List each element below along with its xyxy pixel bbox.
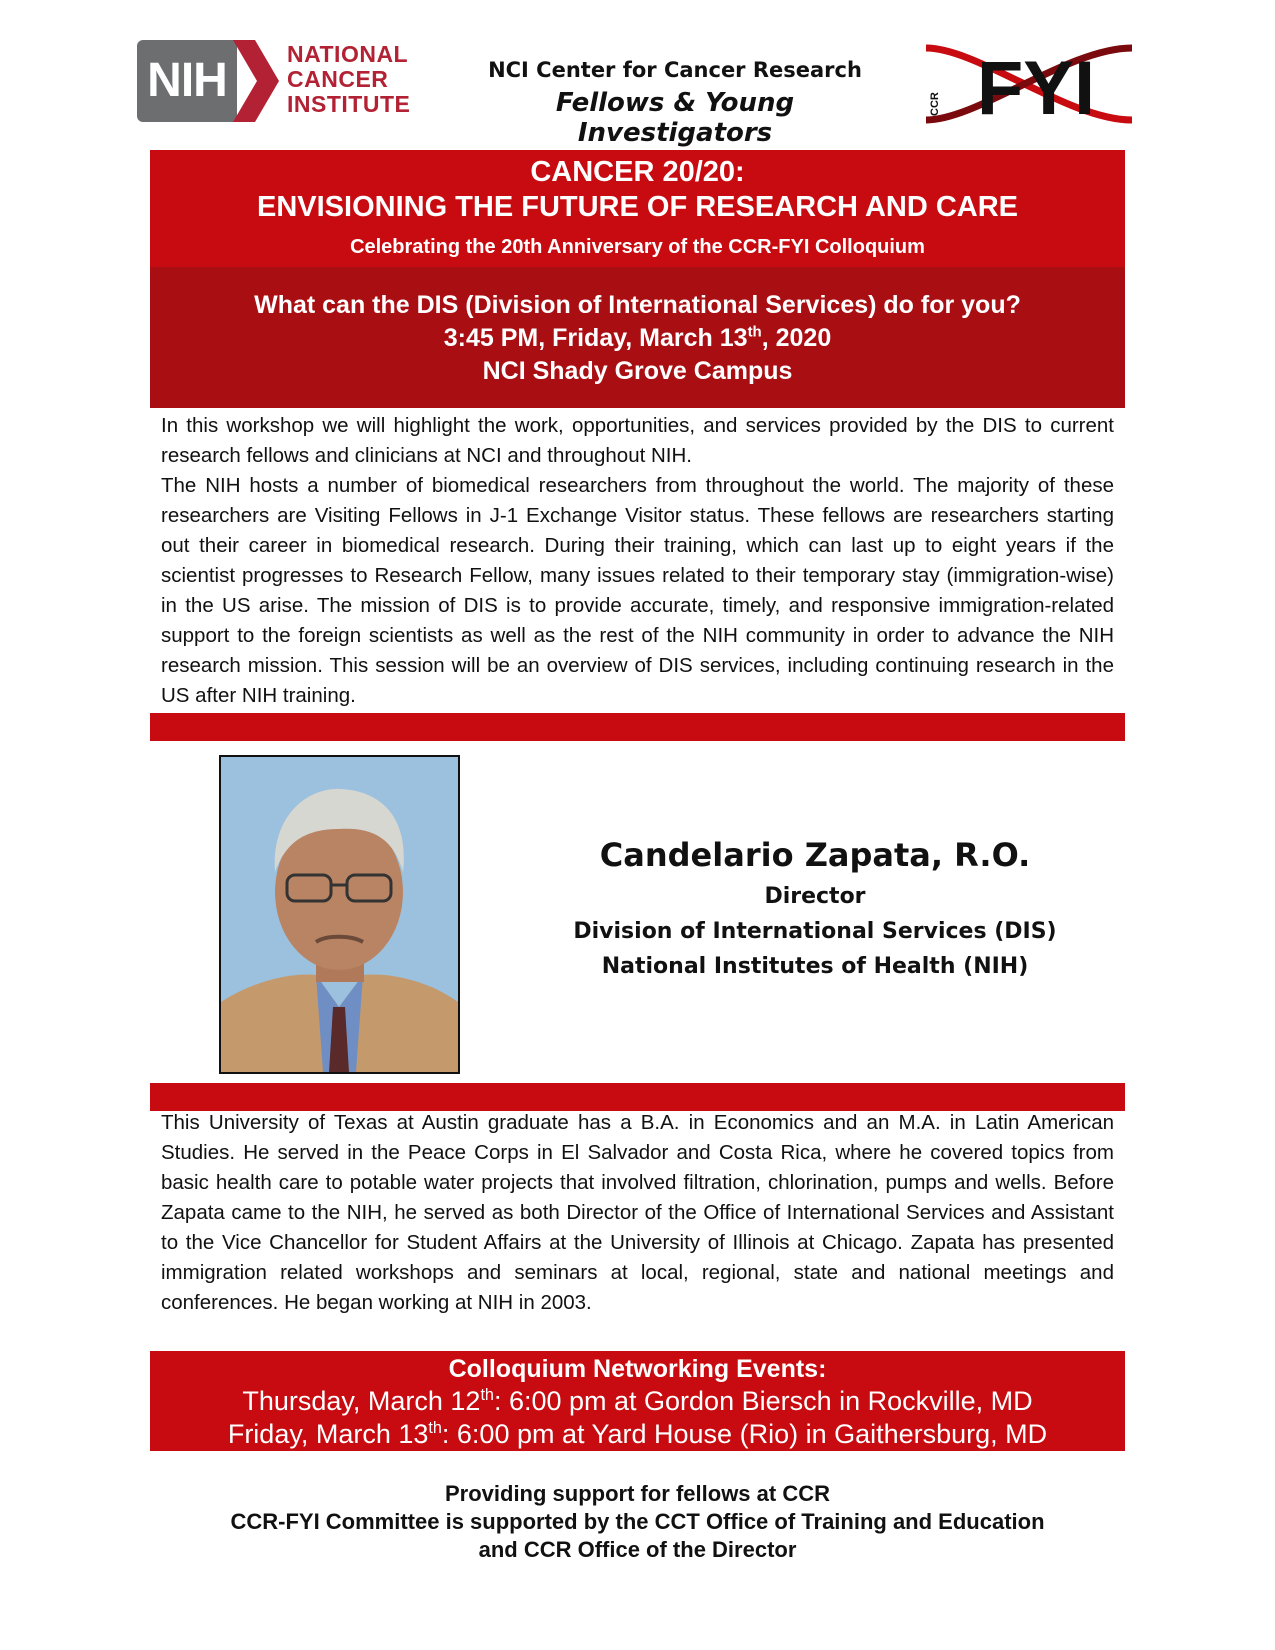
red-divider bbox=[150, 713, 1125, 741]
speaker-bio: This University of Texas at Austin graduate has a B.A. in Economics and an M.A. in Latin American Studies. He served in the Peace Corps in El Salvador and Costa Rica, where he covered topics from basic health care to potable water projects that involved filtration, chlorination, pumps and wells. Before Zapata came to the NIH, he served as both Director of the Office of International Services and Assistant to the Vice Chancellor for Student Affairs at the University of Illinois at Chicago. Zapata has presented immigration related workshops and seminars at local, regional, state and national meetings and conferences. He began working at NIH in 2003. bbox=[161, 1111, 1114, 1314]
ccr-fyi-title: NCI Center for Cancer Research Fellows & Young Investigators bbox=[488, 58, 862, 148]
speaker-division: Division of International Services (DIS) bbox=[573, 919, 1057, 944]
networking-banner bbox=[150, 1351, 1125, 1451]
footer bbox=[150, 1480, 1125, 1564]
nih-chevron-icon bbox=[233, 40, 283, 122]
intro-paragraph: In this workshop we will highlight the work, opportunities, and services provided by the DIS to current research fellows and clinicians at NCI and throughout NIH. bbox=[161, 414, 1114, 467]
speaker-photo bbox=[219, 755, 460, 1074]
ccr-fyi-logo bbox=[918, 38, 1140, 130]
event-topic: What can the DIS (Division of International Services) do for you? bbox=[254, 291, 1021, 319]
intro-paragraph: The NIH hosts a number of biomedical researchers from throughout the world. The majority of these researchers are Visiting Fellows in J-1 Exchange Visitor status. These fellows are researchers starting out their career in biomedical research. During their training, which can last up to eight years if the scientist progresses to Research Fellow, many issues related to their temporary stay (immigration-wise) in the US arise. The mission of DIS is to provide accurate, timely, and responsive immigration-related support to the foreign scientists as well as the rest of the NIH community in order to advance the NIH research mission. This session will be an overview of DIS services, including continuing research in the US after NIH training. bbox=[161, 474, 1114, 707]
fyi-wordmark: FYI bbox=[976, 46, 1096, 130]
networking-event-1: Thursday, March 12th: 6:00 pm at Gordon Biersch in Rockville, MD bbox=[242, 1386, 1033, 1416]
speaker-name: Candelario Zapata, R.O. bbox=[599, 836, 1031, 874]
workshop-description bbox=[161, 411, 1114, 711]
svg-text:CCR: CCR bbox=[929, 92, 941, 116]
title-banner bbox=[150, 150, 1125, 267]
footer-line: and CCR Office of the Director bbox=[478, 1537, 797, 1562]
nih-nci-logo bbox=[137, 38, 417, 124]
banner-subtitle: Celebrating the 20th Anniversary of the CCR-FYI Colloquium bbox=[350, 236, 925, 258]
nci-wordmark: NATIONAL CANCER INSTITUTE bbox=[287, 41, 411, 117]
speaker-info bbox=[560, 836, 1070, 979]
event-location: NCI Shady Grove Campus bbox=[482, 357, 793, 385]
nih-logo-box: NIH bbox=[137, 40, 237, 122]
networking-event-2: Friday, March 13th: 6:00 pm at Yard House (Rio) in Gaithersburg, MD bbox=[227, 1419, 1048, 1449]
footer-line: CCR-FYI Committee is supported by the CCT Office of Training and Education bbox=[230, 1509, 1045, 1534]
footer-line: Providing support for fellows at CCR bbox=[444, 1481, 830, 1506]
red-divider bbox=[150, 1083, 1125, 1111]
speaker-institute: National Institutes of Health (NIH) bbox=[601, 954, 1029, 979]
banner-title-line2: ENVISIONING THE FUTURE OF RESEARCH AND CARE bbox=[256, 191, 1019, 223]
speaker-title: Director bbox=[764, 884, 866, 909]
networking-heading: Colloquium Networking Events: bbox=[448, 1355, 827, 1383]
event-banner bbox=[150, 267, 1125, 408]
banner-title-line1: CANCER 20/20: bbox=[530, 156, 745, 188]
event-time: 3:45 PM, Friday, March 13th, 2020 bbox=[443, 323, 832, 352]
